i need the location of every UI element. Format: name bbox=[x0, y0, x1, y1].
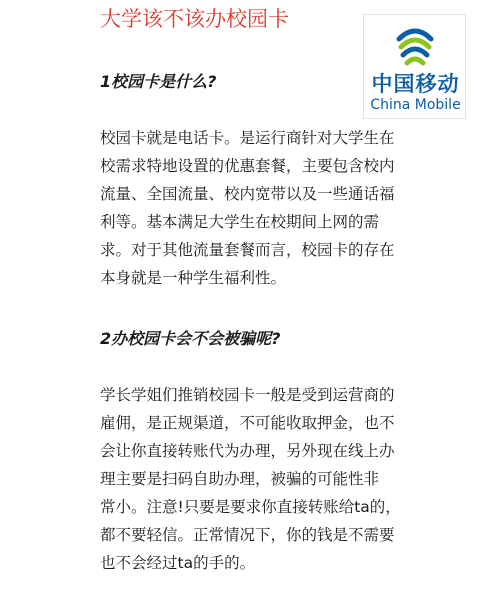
section-paragraph-scam-risk bbox=[100, 381, 400, 577]
paragraph-line: 本身就是一种学生福利性。 bbox=[100, 269, 287, 287]
paragraph-line: 学长学姐们推销校园卡一般是受到运营商的 bbox=[100, 386, 395, 404]
paragraph-line: 常小。注意!只要是要求你直接转账给ta的， bbox=[100, 498, 401, 516]
paragraph-line: 会让你直接转账代为办理，另外现在线上办 bbox=[100, 442, 395, 460]
paragraph-line: 利等。基本满足大学生在校期间上网的需 bbox=[100, 213, 380, 231]
paragraph-line: 校需求特地设置的优惠套餐，主要包含校内 bbox=[100, 157, 395, 175]
page-title: 大学该不该办校园卡 bbox=[100, 7, 289, 31]
paragraph-line: 流量、全国流量、校内宽带以及一些通话福 bbox=[100, 185, 395, 203]
paragraph-line: 校园卡就是电话卡。是运行商针对大学生在 bbox=[100, 129, 395, 147]
paragraph-line: 都不要轻信。正常情况下，你的钱是不需要 bbox=[100, 526, 395, 544]
section-heading-scam-risk: 2办校园卡会不会被骗呢? bbox=[100, 329, 281, 348]
china-mobile-logo-icon bbox=[391, 21, 439, 69]
logo-name-cn: 中国移动 bbox=[371, 72, 460, 96]
paragraph-line: 雇佣，是正规渠道，不可能收取押金，也不 bbox=[100, 414, 395, 432]
section-heading-what-is-campus-card: 1校园卡是什么? bbox=[100, 72, 217, 91]
section-paragraph-what-is-campus-card bbox=[100, 124, 400, 292]
paragraph-line: 理主要是扫码自助办理，被骗的可能性非 bbox=[100, 470, 380, 488]
paragraph-line: 求。对于其他流量套餐而言，校园卡的存在 bbox=[100, 241, 395, 259]
paragraph-line: 也不会经过ta的手的。 bbox=[100, 554, 256, 572]
logo-name-en: China Mobile bbox=[370, 97, 461, 113]
china-mobile-logo bbox=[363, 14, 466, 119]
